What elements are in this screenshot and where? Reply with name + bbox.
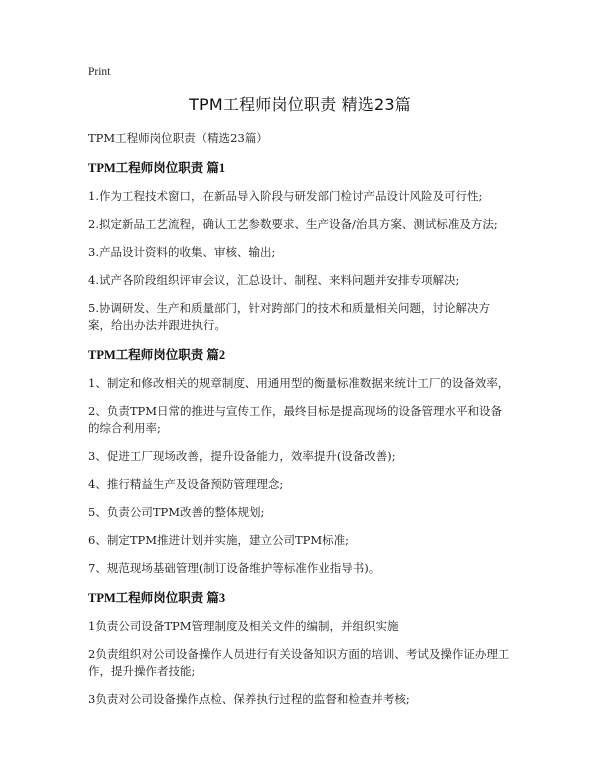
section-title: TPM工程师岗位职责 篇3: [88, 591, 226, 605]
document-subtitle: TPM工程师岗位职责（精选23篇）: [88, 131, 268, 145]
document-title: TPM工程师岗位职责 精选23篇: [189, 95, 411, 114]
section-1: [88, 158, 512, 334]
list-item: 4、推行精益生产及设备预防管理理念;: [88, 477, 284, 491]
section-3: [88, 588, 512, 708]
section-title: TPM工程师岗位职责 篇2: [88, 348, 226, 362]
list-item: 5、负责公司TPM改善的整体规划;: [88, 505, 265, 519]
print-label: Print: [88, 66, 111, 78]
section-title: TPM工程师岗位职责 篇1: [88, 161, 226, 175]
section-2: [88, 345, 512, 577]
list-item: 2负责组织对公司设备操作人员进行有关设备知识方面的培训、考试及操作证办理工作，提升操作者技能;: [88, 647, 510, 678]
list-item: 1、制定和修改相关的规章制度、用通用型的衡量标准数据来统计工厂的设备效率，: [88, 376, 510, 390]
list-item: 6、制定TPM推进计划并实施，建立公司TPM标准;: [88, 533, 350, 547]
list-item: 3.产品设计资料的收集、审核、输出;: [88, 245, 276, 259]
list-item: 7、规范现场基础管理(制订设备维护等标准作业指导书)。: [88, 561, 381, 575]
list-item: 5.协调研发、生产和质量部门，针对跨部门的技术和质量相关问题，讨论解决方案，给出办法并跟进执行。: [88, 301, 490, 332]
list-item: 4.试产各阶段组织评审会议，汇总设计、制程、来料问题并安排专项解决;: [88, 273, 460, 287]
list-item: 3负责对公司设备操作点检、保养执行过程的监督和检查并考核;: [88, 692, 410, 706]
list-item: 1.作为工程技术窗口，在新品导入阶段与研发部门检讨产品设计风险及可行性;: [88, 189, 483, 203]
list-item: 1负责公司设备TPM管理制度及相关文件的编制，并组织实施: [88, 619, 399, 633]
list-item: 3、促进工厂现场改善，提升设备能力，效率提升(设备改善);: [88, 449, 396, 463]
list-item: 2.拟定新品工艺流程，确认工艺参数要求、生产设备/治具方案、测试标准及方法;: [88, 217, 498, 231]
list-item: 2、负责TPM日常的推进与宣传工作，最终目标是提高现场的设备管理水平和设备的综合利用率;: [88, 404, 502, 435]
